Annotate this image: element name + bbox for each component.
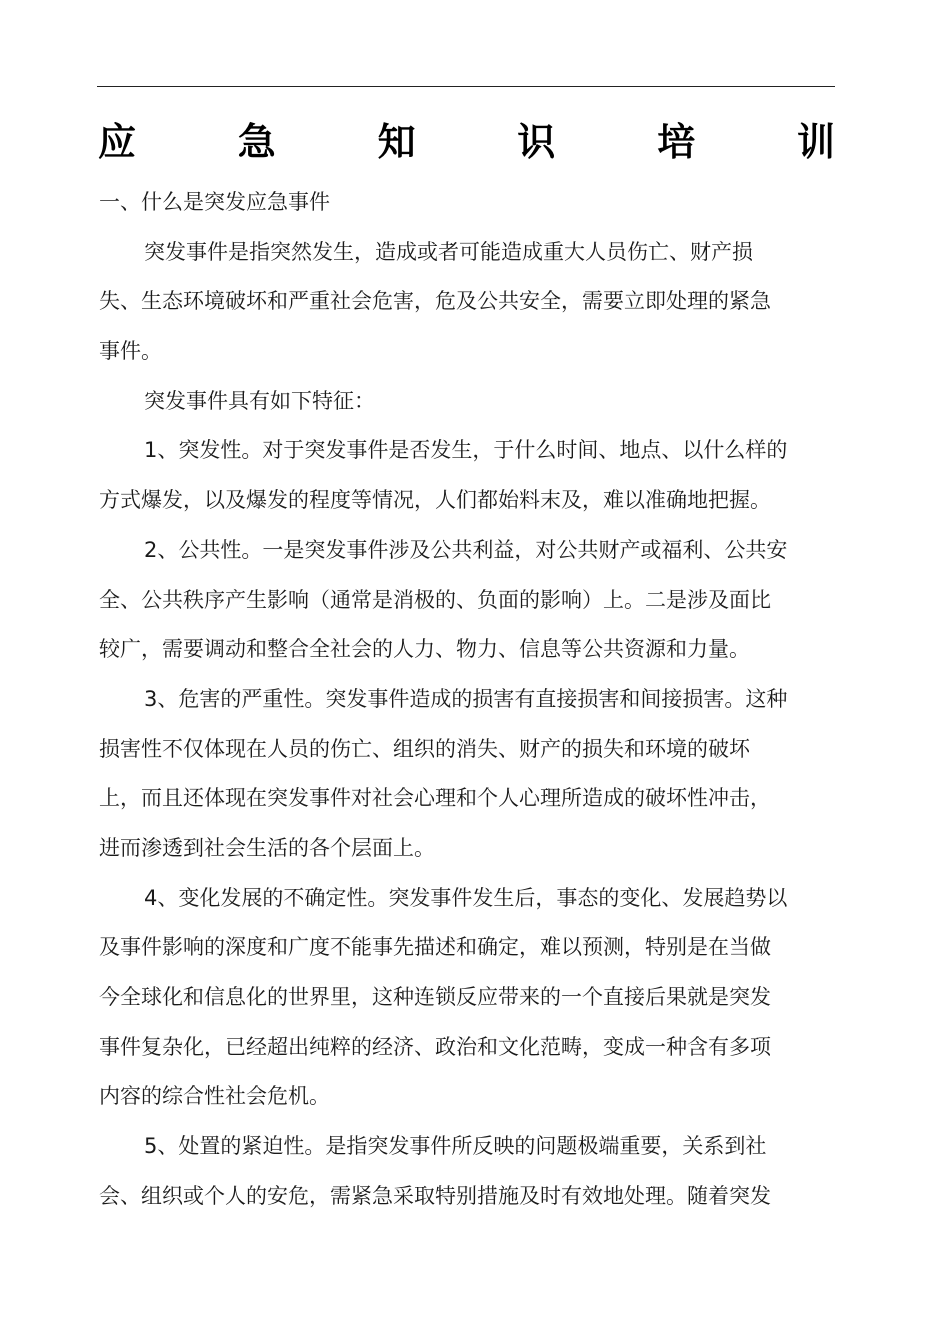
title-char: 训 <box>796 120 835 164</box>
text-line: 事件复杂化，已经超出纯粹的经济、政治和文化范畴，变成一种含有多项 <box>99 1034 771 1059</box>
text-line: 突发事件具有如下特征： <box>144 388 375 413</box>
text-line: 5、处置的紧迫性。是指突发事件所反映的问题极端重要，关系到社 <box>144 1134 767 1159</box>
text-line: 损害性不仅体现在人员的伤亡、组织的消失、财产的损失和环境的破坏 <box>99 736 750 761</box>
text-line: 2、公共性。一是突发事件涉及公共利益，对公共财产或福利、公共安 <box>144 537 788 562</box>
document-body <box>99 178 835 1221</box>
text-line: 事件。 <box>99 339 162 364</box>
text-line: 突发事件是指突然发生，造成或者可能造成重大人员伤亡、财产损 <box>144 239 753 264</box>
header-rule <box>97 86 835 87</box>
title-char: 知 <box>377 120 416 164</box>
text-line: 方式爆发，以及爆发的程度等情况，人们都始料末及，难以准确地把握。 <box>99 488 771 513</box>
text-line: 会、组织或个人的安危，需紧急采取特别措施及时有效地处理。随着突发 <box>99 1183 771 1208</box>
text-line: 全、公共秩序产生影响（通常是消极的、负面的影响）上。二是涉及面比 <box>99 587 771 612</box>
text-line: 3、危害的严重性。突发事件造成的损害有直接损害和间接损害。这种 <box>144 686 788 711</box>
text-line: 1、突发性。对于突发事件是否发生，于什么时间、地点、以什么样的 <box>144 438 788 463</box>
text-line: 今全球化和信息化的世界里，这种连锁反应带来的一个直接后果就是突发 <box>99 985 771 1009</box>
text-line: 内容的综合性社会危机。 <box>99 1084 330 1109</box>
text-line: 及事件影响的深度和广度不能事先描述和确定，难以预测，特别是在当做 <box>99 935 771 960</box>
title-char: 急 <box>237 120 276 164</box>
text-line: 一、什么是突发应急事件 <box>99 190 330 214</box>
title-char: 应 <box>98 120 137 164</box>
title-char: 培 <box>657 120 696 164</box>
text-line: 进而渗透到社会生活的各个层面上。 <box>99 835 435 860</box>
text-line: 上，而且还体现在突发事件对社会心理和个人心理所造成的破坏性冲击， <box>99 786 771 811</box>
text-line: 4、变化发展的不确定性。突发事件发生后，事态的变化、发展趋势以 <box>144 885 788 910</box>
title-char: 识 <box>517 120 556 164</box>
text-line: 较广，需要调动和整合全社会的人力、物力、信息等公共资源和力量。 <box>99 637 750 662</box>
text-line: 失、生态环境破坏和严重社会危害，危及公共安全，需要立即处理的紧急 <box>99 289 771 314</box>
page-title <box>98 112 835 172</box>
